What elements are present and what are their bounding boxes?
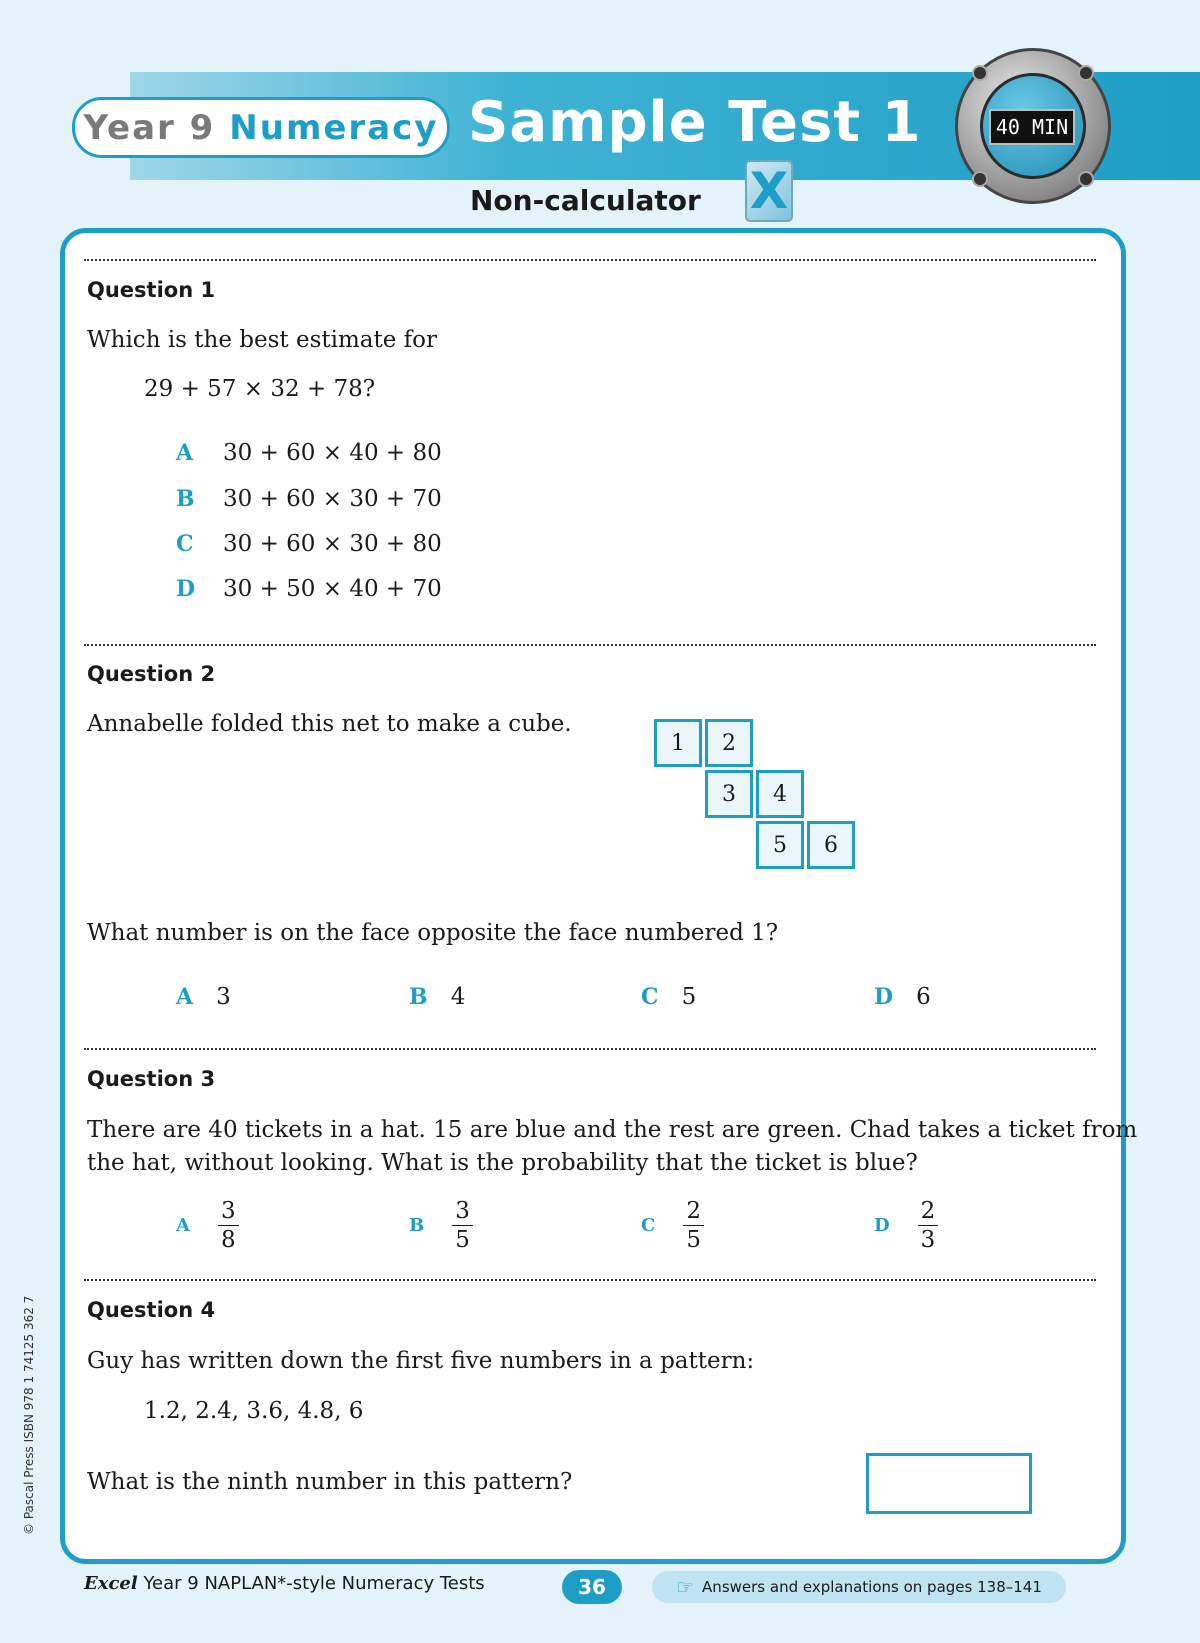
option-d[interactable]	[874, 1197, 938, 1254]
question-1-prompt: Which is the best estimate for	[87, 327, 438, 353]
option-text: 6	[916, 984, 931, 1010]
bolt-icon	[972, 171, 988, 187]
option-b[interactable]	[409, 984, 465, 1010]
option-d[interactable]	[874, 984, 931, 1010]
fraction-numerator: 3	[218, 1197, 239, 1226]
bolt-icon	[1078, 65, 1094, 81]
answer-box[interactable]	[866, 1453, 1032, 1514]
question-3-prompt-line-2: the hat, without looking. What is the probability that the ticket is blue?	[87, 1150, 918, 1176]
answers-note	[652, 1571, 1066, 1603]
divider	[84, 259, 1096, 261]
fraction-numerator: 2	[683, 1197, 704, 1226]
net-face: 1	[654, 719, 702, 767]
option-letter: C	[176, 531, 194, 557]
pointing-hand-icon: ☞	[676, 1575, 695, 1599]
option-letter: A	[176, 440, 194, 466]
option-letter: D	[874, 984, 894, 1010]
crossed-calculator-icon: X	[745, 160, 793, 222]
option-text: 30 + 60 × 30 + 80	[223, 531, 442, 557]
page-title: Sample Test 1	[468, 90, 922, 155]
option-text: 30 + 60 × 40 + 80	[223, 440, 442, 466]
option-letter: D	[874, 1215, 890, 1236]
divider	[84, 1279, 1096, 1281]
question-2-question: What number is on the face opposite the face numbered 1?	[87, 920, 779, 946]
fraction-numerator: 2	[918, 1197, 939, 1226]
page-subtitle: Non-calculator	[470, 184, 701, 217]
fraction	[218, 1197, 239, 1254]
fraction	[683, 1197, 704, 1254]
fraction	[452, 1197, 473, 1254]
subject-label: Numeracy	[229, 107, 439, 148]
stopwatch-icon	[955, 48, 1111, 204]
fraction-denominator: 5	[686, 1227, 701, 1253]
answers-note-text: Answers and explanations on pages 138–141	[702, 1578, 1042, 1596]
option-letter: A	[176, 984, 194, 1010]
option-letter: C	[641, 1215, 656, 1236]
option-letter: C	[641, 984, 659, 1010]
option-letter: B	[176, 486, 195, 512]
question-2-heading: Question 2	[87, 662, 216, 686]
option-letter: D	[176, 576, 196, 602]
option-text: 4	[450, 984, 466, 1010]
option-text: 30 + 60 × 30 + 70	[223, 486, 442, 512]
divider	[84, 1048, 1096, 1050]
question-3-heading: Question 3	[87, 1067, 216, 1091]
option-a[interactable]	[176, 440, 193, 466]
fraction-numerator: 3	[452, 1197, 473, 1226]
divider	[84, 644, 1096, 646]
net-face: 4	[756, 770, 804, 818]
copyright-isbn: © Pascal Press ISBN 978 1 74125 362 7	[22, 1295, 36, 1535]
question-1-heading: Question 1	[87, 278, 216, 302]
cube-net	[654, 719, 864, 877]
timer-display: 40 MIN	[989, 109, 1075, 145]
option-b[interactable]	[176, 486, 195, 512]
option-c[interactable]	[176, 531, 194, 557]
footer-book-title	[84, 1573, 485, 1594]
fraction-denominator: 8	[220, 1227, 236, 1253]
footer-brand: Excel	[84, 1573, 138, 1594]
question-4-heading: Question 4	[87, 1298, 216, 1322]
net-face: 5	[756, 821, 804, 869]
option-d[interactable]	[176, 576, 195, 602]
option-c[interactable]	[641, 984, 696, 1010]
option-text: 5	[681, 984, 697, 1010]
option-a[interactable]	[176, 1197, 239, 1254]
option-letter: B	[409, 1215, 425, 1236]
question-4-question: What is the ninth number in this pattern?	[87, 1469, 573, 1495]
option-c[interactable]	[641, 1197, 704, 1254]
option-text: 30 + 50 × 40 + 70	[223, 576, 442, 602]
fraction-denominator: 5	[455, 1227, 470, 1253]
option-a[interactable]	[176, 984, 231, 1010]
option-letter: A	[176, 1215, 190, 1236]
question-3-prompt-line-1: There are 40 tickets in a hat. 15 are blue and the rest are green. Chad takes a ticket from	[87, 1117, 1138, 1143]
option-text: 3	[216, 984, 231, 1010]
year-subject-pill	[72, 97, 450, 158]
question-4-sequence: 1.2, 2.4, 3.6, 4.8, 6	[144, 1398, 364, 1424]
year-label: Year 9	[83, 107, 216, 148]
net-face: 3	[705, 770, 753, 818]
option-b[interactable]	[409, 1197, 473, 1254]
question-4-prompt: Guy has written down the first five numbers in a pattern:	[87, 1348, 755, 1374]
net-face: 6	[807, 821, 855, 869]
question-1-expression: 29 + 57 × 32 + 78?	[144, 376, 376, 402]
page-number: 36	[562, 1570, 622, 1604]
bolt-icon	[972, 65, 988, 81]
net-face: 2	[705, 719, 753, 767]
question-2-prompt: Annabelle folded this net to make a cube.	[87, 711, 572, 737]
fraction-denominator: 3	[920, 1227, 936, 1253]
bolt-icon	[1078, 171, 1094, 187]
footer-title: Year 9 NAPLAN*-style Numeracy Tests	[143, 1573, 485, 1594]
option-letter: B	[409, 984, 428, 1010]
fraction	[918, 1197, 939, 1254]
